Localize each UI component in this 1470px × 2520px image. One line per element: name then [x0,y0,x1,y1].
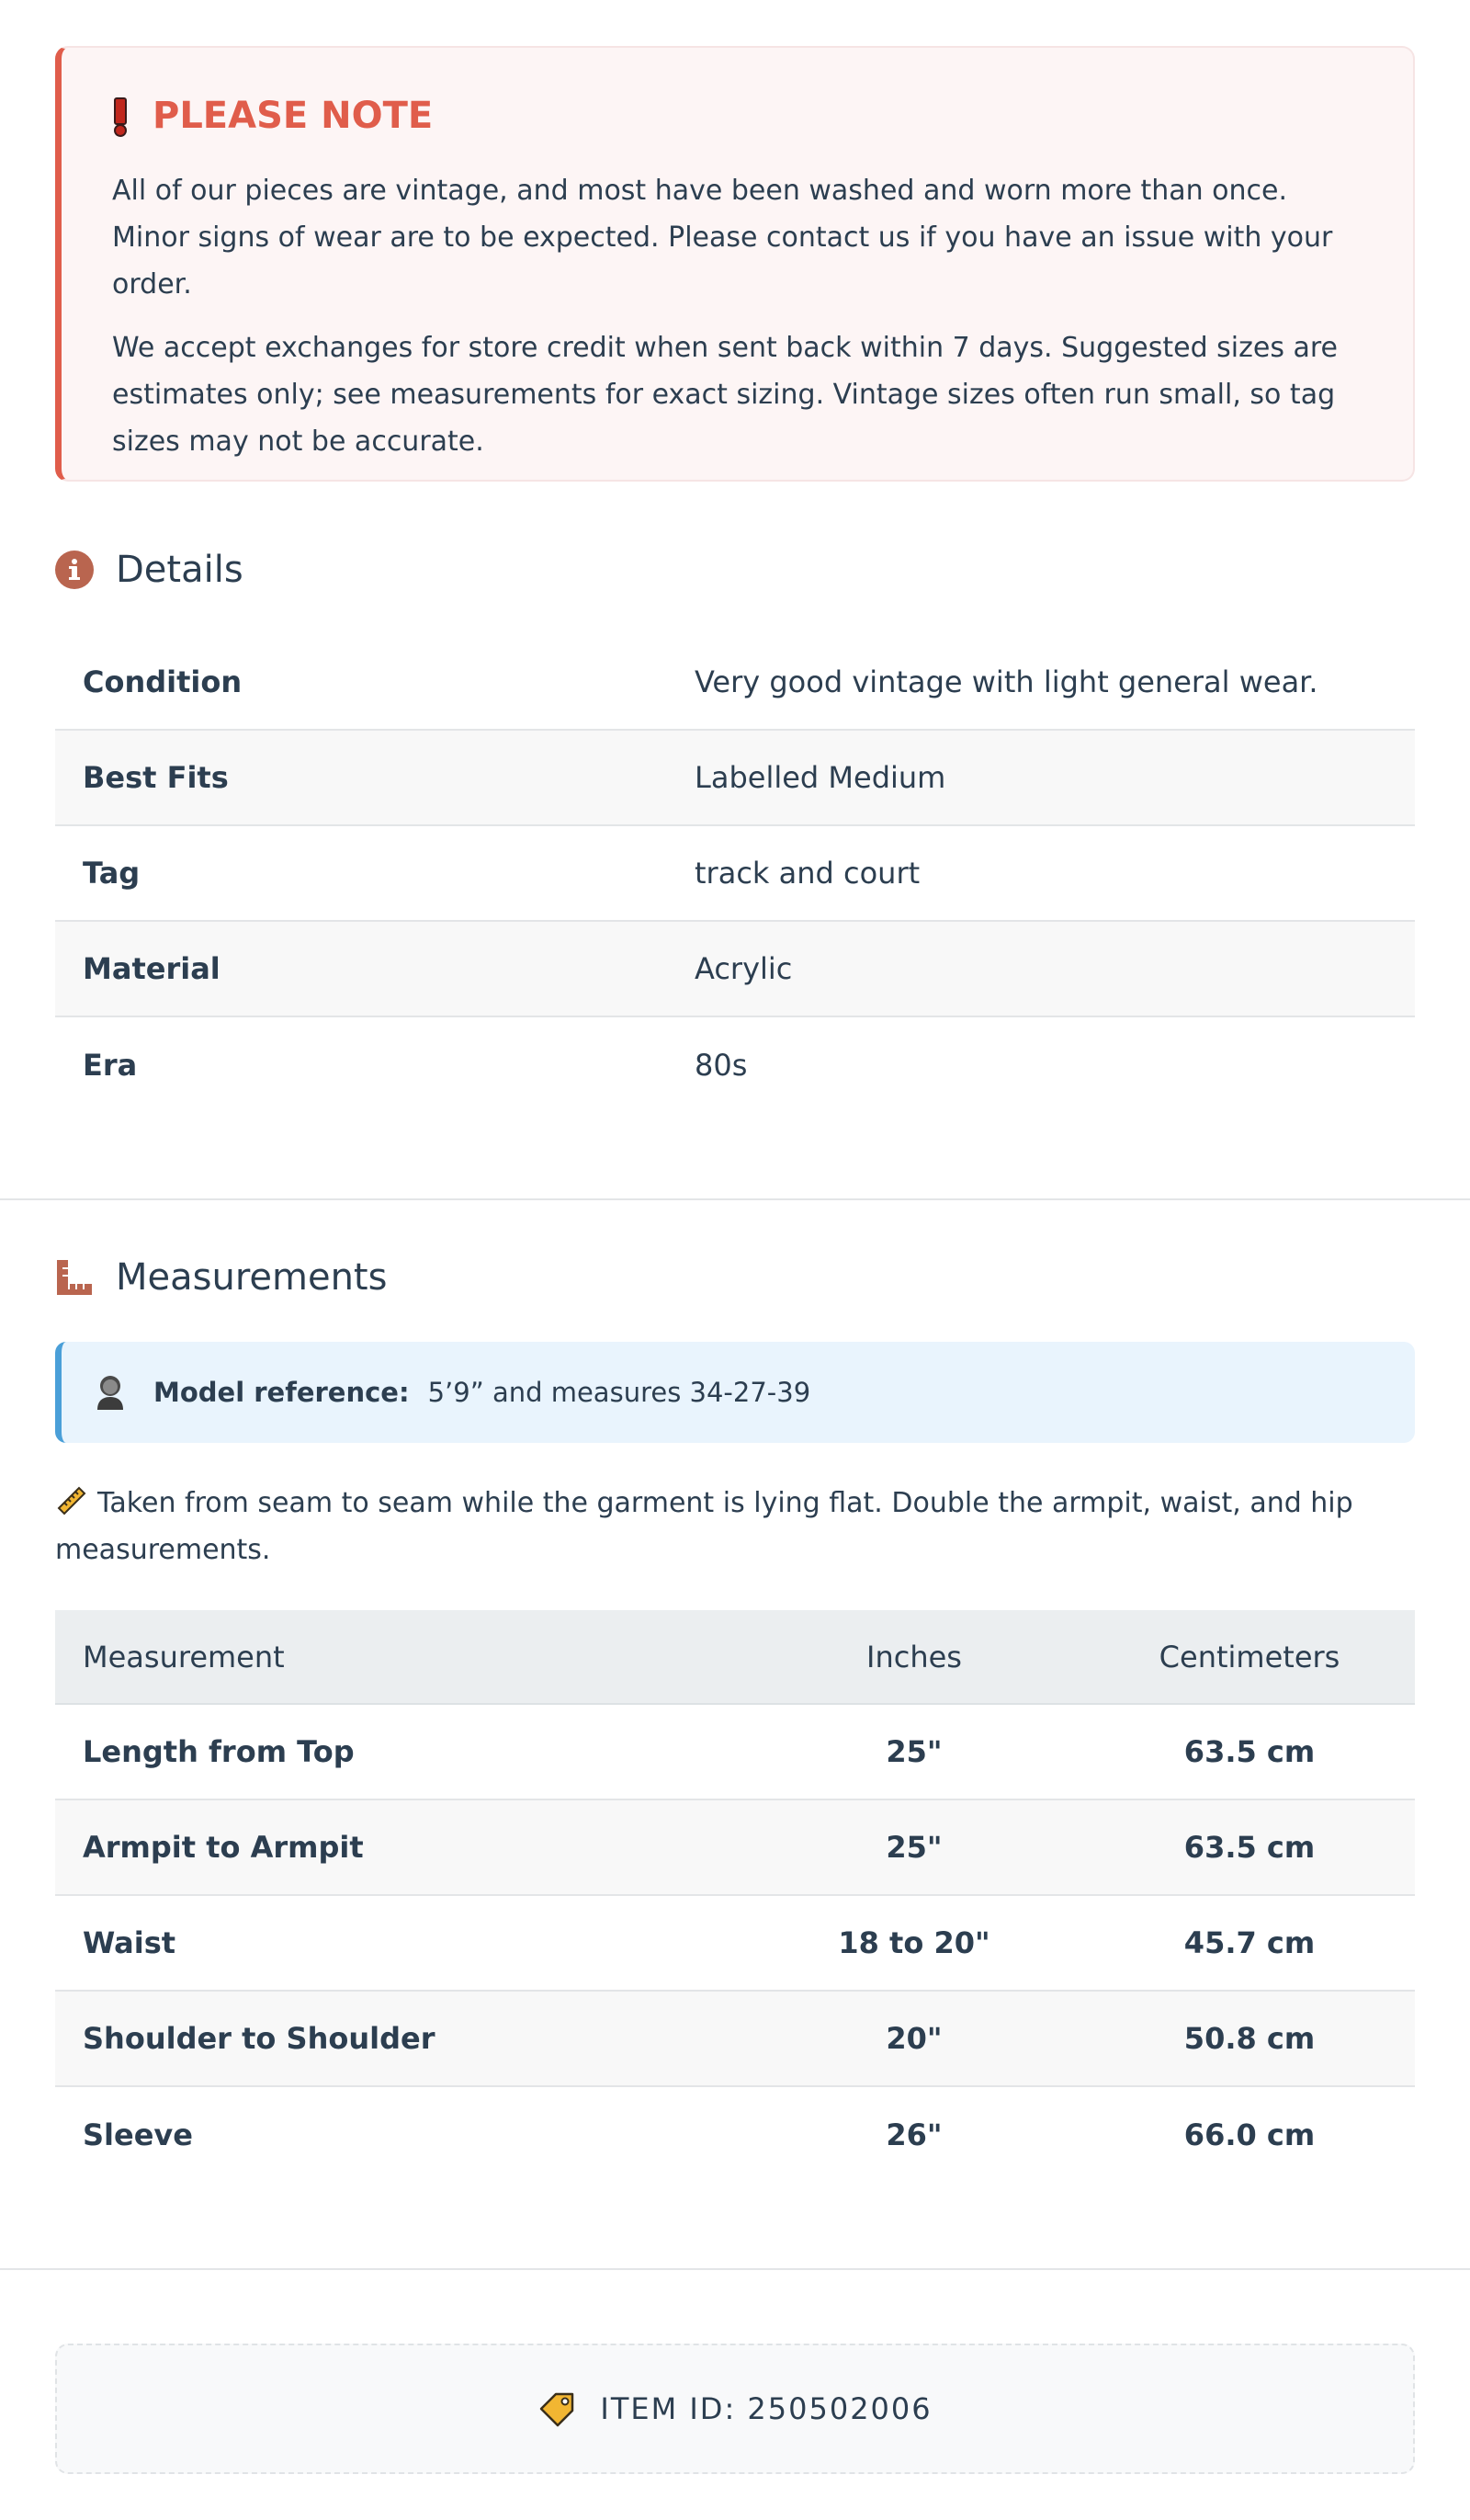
person-icon [95,1373,126,1412]
measurement-inches: 26" [886,2117,943,2152]
section-divider [0,2268,1470,2270]
details-heading [55,542,1415,597]
measurements-section [0,1250,1470,2182]
table-row [55,634,1415,730]
column-header: Centimeters [1084,1610,1415,1704]
column-header: Inches [744,1610,1084,1704]
measurement-inches: 20" [744,1991,1084,2086]
measurement-note-text: Taken from seam to seam while the garment is lying flat. Double the armpit, waist, and hip measurements. [55,1487,1353,1566]
details-table [55,634,1415,1112]
detail-key: Era [83,1047,138,1083]
pencil-ruler-icon [55,1484,88,1517]
model-text: 5’9” and measures 34-27-39 [427,1377,811,1408]
detail-key: Condition [55,634,667,730]
measurement-cm: 63.5 cm [1084,1704,1415,1799]
table-header-row [55,1610,1415,1704]
table-row [55,2086,1415,2182]
measurement-name: Sleeve [83,2117,193,2152]
measurements-title: Measurements [116,1256,388,1299]
table-row [55,1016,1415,1112]
please-note-box [55,46,1415,482]
table-row [55,1991,1415,2086]
measurement-name: Length from Top [55,1704,744,1799]
measurement-name: Waist [55,1895,744,1991]
item-id-label: ITEM ID: 250502006 [600,2391,933,2426]
table-row [55,921,1415,1016]
measurement-cm: 50.8 cm [1084,1991,1415,2086]
measurement-cm: 63.5 cm [1084,1799,1415,1895]
section-divider [0,1198,1470,1200]
detail-value: 80s [695,1047,748,1083]
model-label: Model reference: [153,1377,410,1408]
note-title: PLEASE NOTE [153,95,434,137]
table-row [55,1895,1415,1991]
item-id-section [0,2344,1470,2474]
details-title: Details [116,549,243,591]
measurement-note [55,1480,1415,1573]
ruler-icon [55,1258,94,1297]
detail-value: Labelled Medium [667,730,1415,825]
detail-key: Material [55,921,667,1016]
detail-value: Very good vintage with light general wear. [667,634,1415,730]
detail-key: Tag [55,825,667,921]
measurement-cm: 66.0 cm [1183,2117,1316,2152]
measurement-name: Shoulder to Shoulder [55,1991,744,2086]
column-header: Measurement [55,1610,744,1704]
measurement-name: Armpit to Armpit [55,1799,744,1895]
measurement-inches: 25" [744,1799,1084,1895]
measurements-table [55,1610,1415,2182]
detail-value: Acrylic [667,921,1415,1016]
note-paragraph: We accept exchanges for store credit when sent back within 7 days. Suggested sizes are estimates only; see measurements for exact sizing. Vintage sizes often run small, so tag sizes may not be accurate. [112,332,1339,458]
tag-icon [537,2389,578,2429]
detail-value: track and court [667,825,1415,921]
measurements-heading [55,1250,1415,1305]
measurement-inches: 25" [744,1704,1084,1799]
item-id-box [55,2344,1415,2474]
table-row [55,730,1415,825]
detail-key: Best Fits [55,730,667,825]
table-row [55,1799,1415,1895]
product-info-page [0,0,1470,1112]
table-row [55,825,1415,921]
measurement-cm: 45.7 cm [1084,1895,1415,1991]
note-heading [112,95,1363,137]
exclamation-icon [112,97,125,134]
note-paragraph: All of our pieces are vintage, and most have been washed and worn more than once. Minor signs of wear are to be expected. Please contact us if you have an issue with your order. [112,175,1333,301]
measurement-inches: 18 to 20" [744,1895,1084,1991]
model-reference-box [55,1342,1415,1443]
table-row [55,1704,1415,1799]
info-icon [55,551,94,589]
